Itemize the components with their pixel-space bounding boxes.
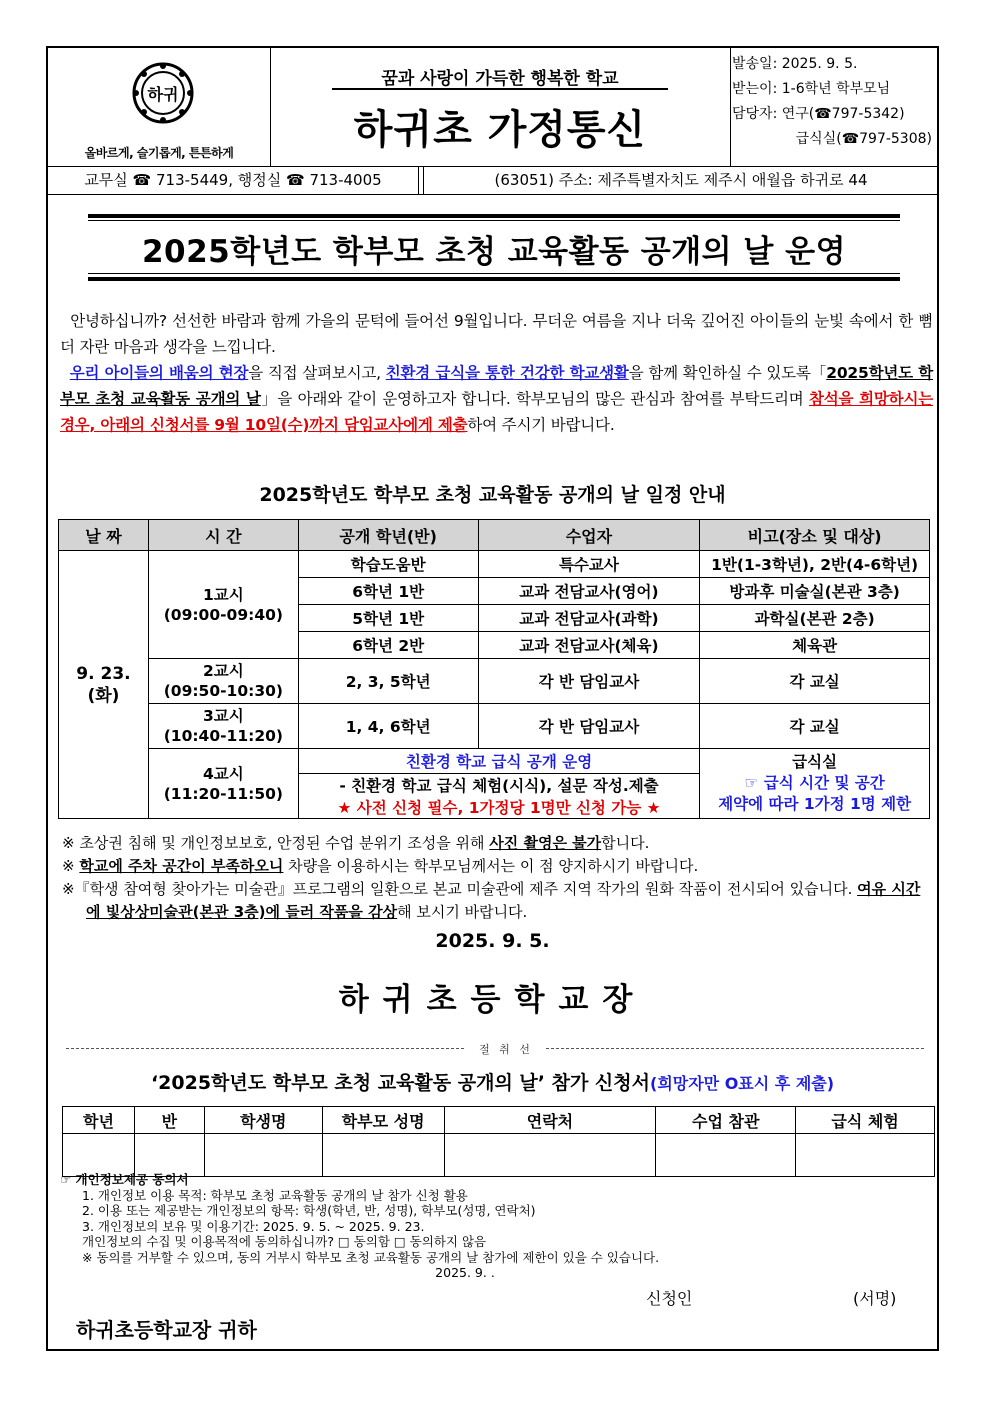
logo-area (48, 48, 271, 166)
note-cell: 각 교실 (700, 704, 930, 749)
application-form-table (62, 1106, 935, 1177)
privacy-consent (60, 1172, 930, 1281)
newsletter-title: 하귀초 가정통신 (353, 107, 647, 153)
header-date: 날 짜 (59, 520, 149, 551)
meal-detail: - 친환경 학교 급식 체험(시식), 설문 작성.제출 (298, 774, 699, 797)
title-rule (88, 273, 900, 274)
intro-text (60, 308, 933, 438)
title-rule (88, 220, 900, 221)
schedule-title: 2025학년도 학부모 초청 교육활동 공개의 날 일정 안내 (259, 484, 726, 506)
form-header-observe: 수업 참관 (656, 1107, 796, 1134)
title-rule (88, 214, 900, 218)
teacher-cell: 각 반 담임교사 (478, 704, 700, 749)
form-header-meal: 급식 체험 (796, 1107, 935, 1134)
table-row (59, 704, 930, 749)
form-note: (희망자만 O표시 후 제출) (650, 1074, 835, 1093)
send-date: 발송일: 2025. 9. 5. (732, 56, 858, 72)
teacher-cell: 교과 전담교사(과학) (478, 605, 700, 632)
header (48, 48, 937, 167)
grade-cell: 6학년 1반 (298, 578, 478, 605)
intro-paragraph-2: 우리 아이들의 배움의 현장을 직접 살펴보시고, 친환경 급식을 통한 건강한 학교생활을 함께 확인하실 수 있도록「2025학년도 학부모 초청 교육활동 공개의 날」을 아래와 같이 운영하고자 합니다. 학부모님의 많은 관심과 참여를 부탁드리며 참석을 희망하시는 경우, 아래의 신청서를 9월 10일(수)까지 담임교사에게 제출하여 주시기 바랍니다. (60, 364, 933, 434)
title-rule (88, 277, 900, 281)
school-motto: 올바르게, 슬기롭게, 튼튼하게 (84, 146, 234, 160)
form-header-student: 학생명 (204, 1107, 322, 1134)
period-3: 3교시 (10:40-11:20) (148, 704, 298, 749)
grade-cell: 6학년 2반 (298, 632, 478, 659)
school-slogan: 꿈과 사랑이 가득한 행복한 학교 (381, 69, 619, 89)
consent-heading: ☞ 개인정보제공 동의서 (60, 1172, 189, 1187)
header-note: 비고(장소 및 대상) (700, 520, 930, 551)
intro-paragraph-1: 안녕하십니까? 선선한 바람과 함께 가을의 문턱에 들어선 9월입니다. 무더운 여름을 지나 더욱 깊어진 아이들의 눈빛 속에서 한 뼘 더 자란 마음과 생각을 느낍니다. (60, 312, 933, 356)
newsletter-page (46, 46, 939, 1351)
observe-field[interactable] (656, 1134, 796, 1177)
period-2: 2교시 (09:50-10:30) (148, 659, 298, 704)
header-teacher: 수업자 (478, 520, 700, 551)
grade-cell: 2, 3, 5학년 (298, 659, 478, 704)
note-cell: 과학실(본관 2층) (700, 605, 930, 632)
teacher-cell: 특수교사 (478, 551, 700, 578)
note-cell: 각 교실 (700, 659, 930, 704)
meal-place: 급식실 ☞ 급식 시간 및 공간 제약에 따라 1가정 1명 제한 (700, 749, 930, 819)
table-row (59, 551, 930, 578)
form-header-class: 반 (134, 1107, 204, 1134)
grade-cell: 학습도움반 (298, 551, 478, 578)
meal-warning: ★ 사전 신청 필수, 1가정당 1명만 신청 가능 ★ (298, 796, 699, 819)
table-row (59, 749, 930, 774)
title-area (270, 48, 731, 166)
recipient: 받는이: 1-6학년 학부모님 (732, 81, 891, 97)
form-header-phone: 연락처 (444, 1107, 656, 1134)
form-title: ‘2025학년도 학부모 초청 교육활동 공개의 날’ 참가 신청서(희망자만 O표시 후 제출) (150, 1072, 835, 1094)
teacher-cell: 각 반 담임교사 (478, 659, 700, 704)
note-cell: 체육관 (700, 632, 930, 659)
table-row (59, 659, 930, 704)
form-header-row (63, 1107, 935, 1134)
highlight-meal: 친환경 급식을 통한 건강한 학교생활 (385, 364, 629, 382)
school-emblem-icon (132, 62, 194, 124)
principal-name: 하귀초등학교장 (338, 982, 647, 1018)
svg-text:하귀: 하귀 (147, 85, 179, 104)
note-photo: ※ 초상권 침해 및 개인정보보호, 안정된 수업 분위기 조성을 위해 사진 촬영은 불가합니다. (62, 834, 650, 852)
meal-heading: 친환경 학교 급식 공개 운영 (298, 749, 699, 774)
teacher-cell: 교과 전담교사(영어) (478, 578, 700, 605)
issue-date: 2025. 9. 5. (435, 930, 550, 952)
header-grade: 공개 학년(반) (298, 520, 478, 551)
grade-cell: 1, 4, 6학년 (298, 704, 478, 749)
note-cell: 방과후 미술실(본관 3층) (700, 578, 930, 605)
note-gallery: ※『학생 참여형 찾아가는 미술관』프로그램의 일환으로 본교 미술관에 제주 지역 작가의 원화 작품이 전시되어 있습니다. 여유 시간에 빛상상미술관(본관 3층)에 들러 작품을 감상해 보시기 바랍니다. (62, 880, 921, 921)
grade-field[interactable] (63, 1134, 135, 1177)
consent-question[interactable]: 개인정보의 수집 및 이용목적에 동의하십니까? □ 동의함 □ 동의하지 않음 (82, 1234, 487, 1249)
form-header-grade: 학년 (63, 1107, 135, 1134)
phone-field[interactable] (444, 1134, 656, 1177)
cafeteria-contact: 급식실(☎797-5308) (795, 131, 932, 147)
contact-bar (48, 166, 937, 195)
consent-line: 3. 개인정보의 보유 및 이용기간: 2025. 9. 5. ~ 2025. 9. 23. (82, 1218, 425, 1234)
consent-line: 1. 개인정보 이용 목적: 학부모 초청 교육활동 공개의 날 참가 신청 활용 (82, 1187, 468, 1203)
grade-cell: 5학년 1반 (298, 605, 478, 632)
period-4: 4교시 (11:20-11:50) (148, 749, 298, 819)
consent-date: 2025. 9. . (435, 1265, 495, 1280)
parent-name-field[interactable] (322, 1134, 444, 1177)
contact-person: 담당자: 연구(☎797-5342) (732, 106, 905, 122)
consent-line: 2. 이용 또는 제공받는 개인정보의 항목: 학생(학년, 반, 성명), 학부모(성명, 연락처) (82, 1203, 536, 1218)
highlight-learning: 우리 아이들의 배움의 현장 (69, 364, 249, 382)
dispatch-info (732, 52, 936, 152)
meal-place-note: ☞ 급식 시간 및 공간 (744, 774, 885, 792)
form-header-parent: 학부모 성명 (322, 1107, 444, 1134)
consent-line: ※ 동의를 거부할 수 있으며, 동의 거부시 학부모 초청 교육활동 공개의 날 참가에 제한이 있을 수 있습니다. (82, 1249, 660, 1265)
school-address: (63051) 주소: 제주특별자치도 제주시 애월읍 하귀로 44 (423, 166, 938, 194)
period-1: 1교시 (09:00-09:40) (148, 551, 298, 659)
meal-field[interactable] (796, 1134, 935, 1177)
main-title: 2025학년도 학부모 초청 교육활동 공개의 날 운영 (141, 234, 847, 270)
note-parking: ※ 학교에 주차 공간이 부족하오니 차량을 이용하시는 학부모님께서는 이 점 양지하시기 바랍니다. (62, 857, 699, 875)
applicant-label: 신청인 (646, 1289, 693, 1308)
class-field[interactable] (134, 1134, 204, 1177)
schedule-table (58, 519, 930, 819)
signature-label: (서명) (853, 1289, 897, 1308)
highlight-deadline: 참석을 희망하시는 경우, 아래의 신청서를 9월 10일(수)까지 담임교사에게 제출 (60, 390, 933, 434)
cut-label: 절 취 선 (466, 1041, 546, 1057)
highlight-event: 2025학년도 학부모 초청 교육활동 공개의 날 (60, 364, 933, 408)
office-phones: 교무실 ☎ 713-5449, 행정실 ☎ 713-4005 (48, 166, 419, 194)
notes (62, 832, 932, 924)
teacher-cell: 교과 전담교사(체육) (478, 632, 700, 659)
slogan-underline (332, 88, 668, 90)
addressee: 하귀초등학교장 귀하 (76, 1318, 257, 1342)
note-cell: 1반(1-3학년), 2반(4-6학년) (700, 551, 930, 578)
table-header-row (59, 520, 930, 551)
form-input-row (63, 1134, 935, 1177)
header-time: 시 간 (148, 520, 298, 551)
cut-line (66, 1041, 924, 1057)
event-date: 9. 23. (화) (59, 551, 149, 819)
student-name-field[interactable] (204, 1134, 322, 1177)
